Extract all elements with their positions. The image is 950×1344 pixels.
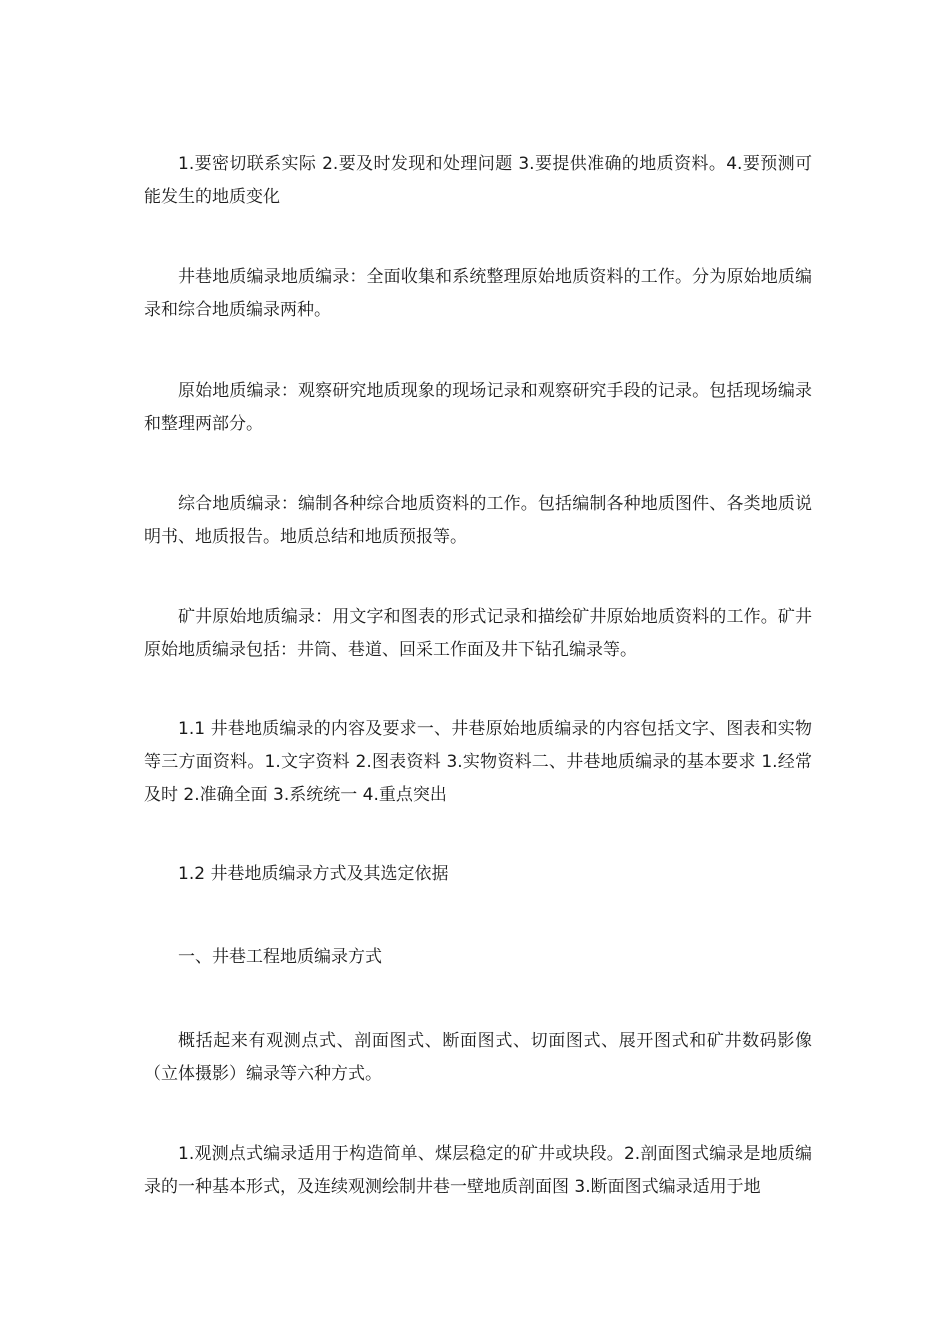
heading-section-1-2: 1.2 井巷地质编录方式及其选定依据 xyxy=(178,864,449,884)
paragraph-roadway-geological-logging: 井巷地质编录地质编录：全面收集和系统整理原始地质资料的工作。分为原始地质编录和综合地质编录两种。 xyxy=(144,267,812,320)
paragraph-comprehensive-geological-logging: 综合地质编录：编制各种综合地质资料的工作。包括编制各种地质图件、各类地质说明书、地质报告。地质总结和地质预报等。 xyxy=(144,494,812,547)
paragraph-original-geological-logging: 原始地质编录：观察研究地质现象的现场记录和观察研究手段的记录。包括现场编录和整理两部分。 xyxy=(144,381,812,434)
paragraph-section-1-1: 1.1 井巷地质编录的内容及要求一、井巷原始地质编录的内容包括文字、图表和实物等三方面资料。1.文字资料 2.图表资料 3.实物资料二、井巷地质编录的基本要求 1.经常及时 2.准确全面 3.系统统一 4.重点突出 xyxy=(144,719,812,805)
heading-logging-methods: 一、井巷工程地质编录方式 xyxy=(178,947,382,967)
paragraph-requirements: 1.要密切联系实际 2.要及时发现和处理问题 3.要提供准确的地质资料。4.要预测可能发生的地质变化 xyxy=(144,154,812,207)
paragraph-six-methods: 概括起来有观测点式、剖面图式、断面图式、切面图式、展开图式和矿井数码影像（立体摄影）编录等六种方式。 xyxy=(144,1031,812,1084)
paragraph-mine-original-logging: 矿井原始地质编录：用文字和图表的形式记录和描绘矿井原始地质资料的工作。矿井原始地质编录包括：井筒、巷道、回采工作面及井下钻孔编录等。 xyxy=(144,607,812,660)
paragraph-method-details: 1.观测点式编录适用于构造简单、煤层稳定的矿井或块段。2.剖面图式编录是地质编录的一种基本形式，及连续观测绘制井巷一壁地质剖面图 3.断面图式编录适用于地 xyxy=(144,1144,812,1197)
